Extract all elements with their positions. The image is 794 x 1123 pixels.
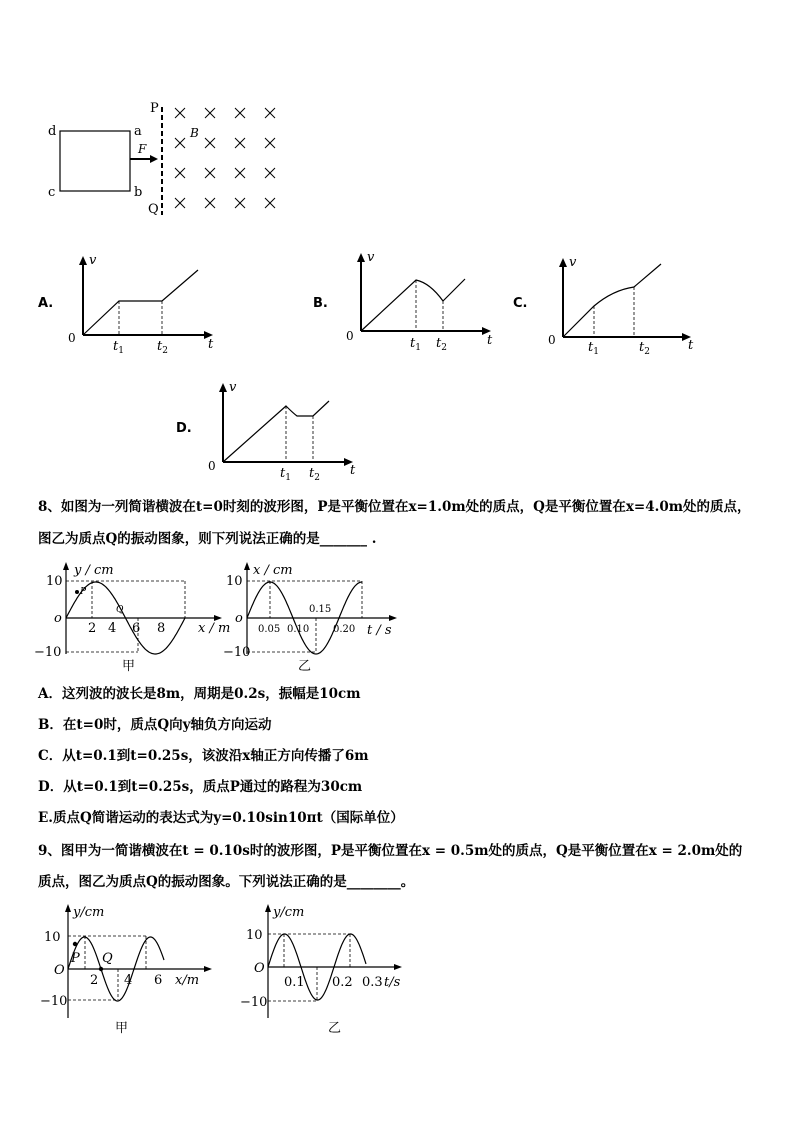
x-tick-0.1: 0.1 [284,975,305,990]
option-label-C: C. [513,296,528,311]
point-P-label: P [80,587,87,597]
loop-label-c: c [48,185,56,200]
q8-wave-graph [30,560,231,675]
axis-v-label: v [89,253,97,268]
y-pos-label: 10 [44,930,61,945]
x-tick-0.15: 0.15 [309,604,332,615]
y-pos-label: 10 [226,574,243,589]
velocity-curve [563,264,661,337]
velocity-curve [361,279,465,331]
q9-vibration-graph [238,900,408,1040]
x-axis-label: x/m [175,973,200,988]
loop-label-b: b [134,185,143,200]
q8-option-C: C．从t=0.1到t=0.25s，该波沿x轴正方向传播了6m [38,748,369,764]
y-pos-label: 10 [46,574,63,589]
velocity-curve [83,270,198,335]
axes [559,258,691,341]
q9-line1: 9、图甲为一简谐横波在t = 0.10s时的波形图，P是平衡位置在x = 0.5m处的质点，Q是平衡位置在x = 2.0m处的 [38,843,743,859]
axis-t-label: t [487,333,493,348]
x-tick-0.10: 0.10 [287,624,310,635]
origin-label: 0 [346,329,354,343]
point-P-marker [73,942,77,946]
magnetic-field-crosses [175,108,275,208]
y-neg-label: −10 [34,645,62,660]
option-label-B: B. [313,296,328,311]
point-Q-label: Q [116,605,124,615]
y-pos-label: 10 [246,928,263,943]
q8-option-E: E.质点Q简谐运动的表达式为y=0.10sin10πt（国际单位） [38,810,404,826]
velocity-graph-A [65,250,225,355]
x-tick-6: 6 [132,621,141,636]
x-tick-0.2: 0.2 [332,975,353,990]
x-tick-2: 2 [88,621,97,636]
point-Q-label: Q [102,951,113,966]
point-Q-marker [99,967,103,971]
t2-label: $t_2$ [309,466,320,483]
y-neg-label: −10 [223,645,251,660]
x-axis-label: x / m [198,621,231,636]
q9-line2: 质点，图乙为质点Q的振动图象。下列说法正确的是________。 [38,874,415,890]
t2-label: $t_2$ [157,339,168,356]
origin-label: o [235,611,243,626]
axis-t-label: t [350,463,356,478]
option-label-A: A. [38,296,54,311]
q9-wave-graph [40,900,215,1040]
t1-label: $t_1$ [410,336,421,353]
velocity-graph-B [345,245,505,355]
y-axis-label: y / cm [74,563,114,578]
origin-label: o [54,611,62,626]
boundary-label-Q: Q [148,202,159,217]
force-label: F [138,142,147,156]
loop-field-figure [40,95,300,225]
axes [65,904,212,1018]
force-arrow-head [150,155,158,163]
axes [79,256,213,339]
origin-label: 0 [548,333,556,347]
velocity-graph-D [205,375,365,483]
axis-v-label: v [569,255,577,270]
axes [357,253,491,335]
q8-option-A: A．这列波的波长是8m，周期是0.2s，振幅是10cm [38,686,361,702]
q8-option-D: D．从t=0.1到t=0.25s，质点P通过的路程为30cm [38,779,363,795]
origin-label: 0 [208,459,216,473]
t2-label: $t_2$ [639,340,650,357]
x-tick-2: 2 [90,973,99,988]
q8-vibration-graph [225,560,400,675]
caption: 乙 [298,659,312,674]
t1-label: $t_1$ [588,340,599,357]
y-neg-label: −10 [40,994,68,1009]
x-tick-6: 6 [154,973,163,988]
t2-label: $t_2$ [436,336,447,353]
wire-loop [60,131,130,191]
point-P-label: P [71,951,80,966]
loop-label-d: d [48,124,57,139]
x-axis-label: t/s [384,975,401,990]
q8-line1: 8、如图为一列简谐横波在t=0时刻的波形图，P是平衡位置在x=1.0m处的质点，Q是平衡位置在x=4.0m处的质点， [38,499,751,515]
q8-option-B: B．在t=0时，质点Q向y轴负方向运动 [38,717,272,733]
origin-label: O [254,961,265,976]
caption: 甲 [122,659,136,674]
axis-t-label: t [208,337,214,352]
field-label-B: B [190,126,199,140]
x-tick-8: 8 [157,621,166,636]
caption: 乙 [328,1021,342,1036]
boundary-label-P: P [150,101,159,116]
x-tick-0.20: 0.20 [333,624,356,635]
origin-label: 0 [68,331,76,345]
x-tick-0.3: 0.3 [362,975,383,990]
x-tick-4: 4 [108,621,117,636]
axis-v-label: v [229,380,237,395]
axis-v-label: v [367,250,375,265]
t1-label: $t_1$ [113,339,124,356]
q8-line2: 图乙为质点Q的振动图象，则下列说法正确的是_______ . [38,531,377,547]
velocity-graph-C [545,250,705,355]
origin-label: O [54,963,65,978]
axis-t-label: t [688,338,694,353]
y-axis-label: y/cm [73,905,105,920]
loop-label-a: a [134,124,142,139]
x-tick-0.05: 0.05 [258,624,281,635]
y-axis-label: y/cm [273,905,305,920]
caption: 甲 [115,1021,129,1036]
x-tick-4: 4 [124,973,133,988]
point-P-marker [75,590,79,594]
option-label-D: D. [176,421,192,436]
y-axis-label: x / cm [253,563,293,578]
y-neg-label: −10 [240,995,268,1010]
x-axis-label: t / s [367,623,392,638]
t1-label: $t_1$ [280,466,291,483]
